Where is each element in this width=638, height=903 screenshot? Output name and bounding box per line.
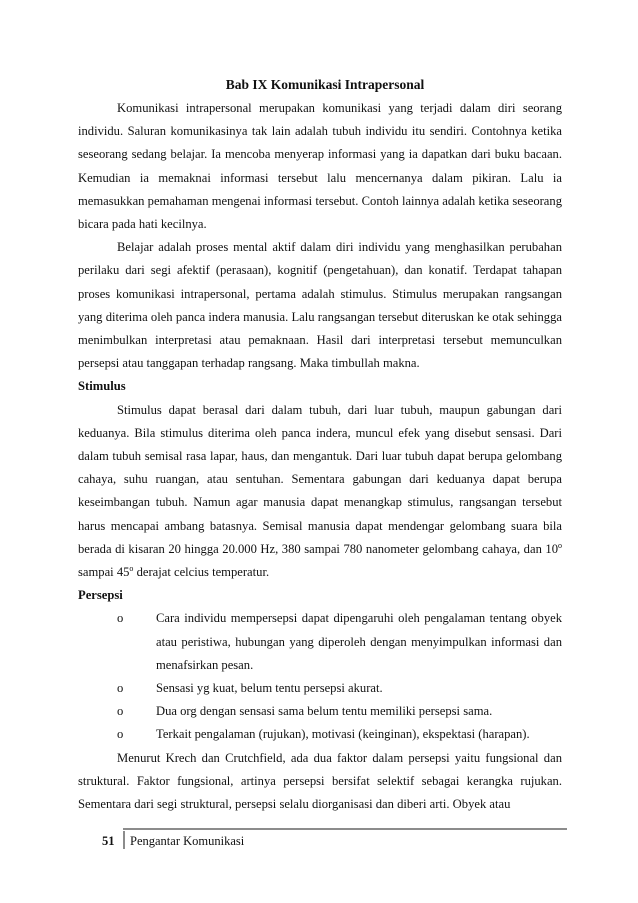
stimulus-text-tail: derajat celcius temperatur. xyxy=(133,565,270,580)
persepsi-bullet-list xyxy=(78,607,562,746)
page-number: 51 xyxy=(102,834,115,848)
bullet-marker: o xyxy=(117,727,124,742)
list-item xyxy=(78,723,562,746)
bullet-marker: o xyxy=(117,704,124,719)
stimulus-paragraph xyxy=(78,399,562,585)
list-item xyxy=(78,607,562,677)
bullet-text: Sensasi yg kuat, belum tentu persepsi akurat. xyxy=(156,681,383,696)
degree-sup-2: o xyxy=(129,563,134,573)
bullet-text: Dua org dengan sensasi sama belum tentu memiliki persepsi sama. xyxy=(156,704,493,719)
bullet-marker: o xyxy=(117,611,124,626)
document-page xyxy=(78,76,562,816)
bullet-text: Cara individu mempersepsi dapat dipengaruhi oleh pengalaman tentang obyek atau peristiwa, hubungan yang diperoleh dengan menyimpulkan informasi dan menafsirkan pesan. xyxy=(156,611,562,672)
book-title: Pengantar Komunikasi xyxy=(130,834,245,848)
page-footer xyxy=(78,828,567,850)
footer-rule xyxy=(123,828,567,830)
persepsi-closing-paragraph: Menurut Krech dan Crutchfield, ada dua faktor dalam persepsi yaitu fungsional dan struktural. Faktor fungsional, artinya persepsi bersifat selektif sebagai kerangka rujukan. Sementara dari segi struktural, persepsi selalu diorganisasi dan diberi arti. Obyek atau xyxy=(78,750,562,812)
chapter-title: Bab IX Komunikasi Intrapersonal xyxy=(225,77,425,92)
stimulus-text-main: Stimulus dapat berasal dari dalam tubuh, dari luar tubuh, maupun gabungan dari keduanya. Bila stimulus diterima oleh panca indera, muncul efek yang disebut sensasi. Dari dalam tubuh semisal rasa lapar, haus, dan mengantuk. Dari luar tubuh dapat berupa gelombang cahaya, suhu ruangan, atau sentuhan. Sementara gabungan dari keduanya dapat berupa keseimbangan tubuh. Namun agar manusia dapat menangkap stimulus, rangsangan tersebut harus mencapai ambang batasnya. Semisal manusia dapat mendengar gelombang suara bila berada di kisaran 20 hingga 20.000 Hz, 380 sampai 780 nanometer gelombang cahaya, dan 10 xyxy=(78,402,562,556)
intro-paragraph-2: Belajar adalah proses mental aktif dalam diri individu yang menghasilkan perubahan perilaku dari segi afektif (perasaan), kognitif (pengetahuan), dan konatif. Terdapat tahapan proses komunikasi intrapersonal, pertama adalah stimulus. Stimulus merupakan rangsangan yang diterima oleh panca indera manusia. Lalu rangsangan tersebut diteruskan ke otak sehingga menimbulkan interpretasi atau pemaknaan. Hasil dari interpretasi tersebut memunculkan persepsi atau tanggapan terhadap rangsang. Maka timbullah makna. xyxy=(78,240,562,371)
section-heading-stimulus: Stimulus xyxy=(78,379,126,394)
bullet-text: Terkait pengalaman (rujukan), motivasi (keinginan), ekspektasi (harapan). xyxy=(156,727,530,742)
list-item xyxy=(78,677,562,700)
section-heading-persepsi: Persepsi xyxy=(78,588,123,603)
bullet-marker: o xyxy=(117,681,124,696)
list-item xyxy=(78,700,562,723)
stimulus-text-mid: sampai 45 xyxy=(78,565,130,580)
footer-divider xyxy=(123,831,125,849)
degree-sup-1: o xyxy=(558,540,562,550)
intro-paragraph-1: Komunikasi intrapersonal merupakan komunikasi yang terjadi dalam diri seorang individu. Saluran komunikasinya tak lain adalah tubuh individu itu sendiri. Contohnya ketika seseorang sedang belajar. Ia mencoba menyerap informasi yang ia dapatkan dari buku bacaan. Kemudian ia memaknai informasi tersebut lalu mencernanya dalam pikiran. Lalu ia memasukkan pemahaman mengenai informasi tersebut. Contoh lainnya adalah ketika seseorang bicara pada hati kecilnya. xyxy=(78,101,562,232)
